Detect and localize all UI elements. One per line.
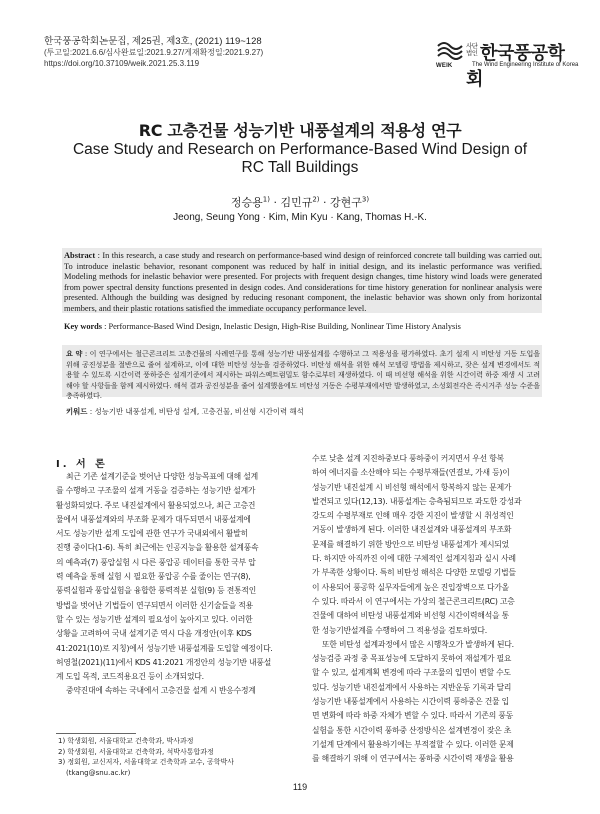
authors-en: Jeong, Seung Yong · Kim, Min Kyu · Kang, Thomas H.-K. (173, 212, 427, 223)
author-separator: · (319, 196, 331, 209)
body-line: 있다. 성능기반 내진설계에서 사용하는 지반운동 기록과 달리 (312, 682, 512, 692)
body-line: 수 있다. 따라서 이 연구에서는 가상의 철근콘크리트(RC) 고층 (312, 596, 515, 606)
body-line: 강도의 수평부재로 인해 매우 강한 지진이 발생할 시 취성적인 (312, 511, 514, 521)
body-line: 상황을 고려하여 국내 설계기준 역시 다음 개정안(이후 KDS (56, 629, 252, 639)
body-line: 서도 성능기반 설계 도입에 관한 연구가 국내외에서 활발히 (56, 529, 248, 539)
paper-title-en: Case Study and Research on Performance-Based Wind Design of RC Tall Buildings (72, 141, 528, 176)
body-column-right (312, 452, 544, 767)
summary-body: : 이 연구에서는 철근콘크리트 고층건물의 사례연구를 통해 성능기반 내풍설계를 수행하고 그 적용성을 평가하였다. 초기 설계 시 비탄성 거동 도입을 위해 공진성분을 절반으로 줄여 설계하고, 이에 대한 비탄성 성능을 검증하였다. 비탄성 해석을 위한 해석 모델링 방법을 제시하고, 잦은 설계 변경에서도 적용할 수 있도록 시간이력 풍하중은 설계기준에서 제시하는 파워스펙트럼밀도 함수로부터 재생하였다. 이 때 비선형 해석을 위한 시간이력 하중 재생 시 고려해야 할 사항들을 함께 제시하였다. 해석 결과 공진성분을 줄여 설계했음에도 비탄성 거동은 수평부재에서만 발생하였고, 소성회전각은 즉시거주 성능 수준을 충족하였다. (66, 349, 541, 401)
keywords-en-body: : Performance-Based Wind Design, Inelastic Design, High-Rise Building, Nonlinear Time History Analysis (104, 322, 461, 331)
section-heading-introduction: I. 서 론 (56, 459, 108, 470)
body-line: 건물에 대하여 비탄성 내풍설계와 비선형 시간이력해석을 통 (312, 611, 509, 621)
weik-logo-icon (436, 38, 464, 60)
body-line: 활성화되었다. 주로 내진설계에서 활용되었으나, 최근 고층건 (56, 500, 256, 510)
body-line: 할 수 있는 성능기반 설계의 필요성이 높아지고 있다. 이러한 (56, 614, 253, 624)
body-line: 진행 중이다(1-6). 특히 최근에는 인공지능을 활용한 설계풍속 (56, 543, 259, 553)
body-line: 중약진대에 속하는 국내에서 고층건물 설계 시 반응수정계 (66, 686, 256, 696)
author-separator: · (269, 196, 281, 209)
abstract-label: Abstract (64, 251, 96, 260)
body-line: 가 부족한 상황이다. 특히 비탄성 해석은 다양한 모델링 기법들 (312, 568, 516, 578)
keywords-ko-label: 키워드 (66, 407, 88, 416)
body-line: 허영철(2021)(11)에서 KDS 41:2021 개정안의 성능기반 내풍설 (56, 657, 272, 667)
body-line: 다. 하지만 아직까진 이에 대한 구체적인 설계지침과 실시 사례 (312, 554, 516, 564)
society-abbr: WEIK (436, 63, 453, 69)
author-3-affil: 3) (361, 195, 370, 204)
body-line: 이 사용되어 풍공학 실무자들에게 높은 진입장벽으로 다가올 (312, 582, 509, 592)
author-3: 강현구 (330, 196, 362, 209)
body-line: 한 성능기반설계를 수행하여 그 적용성을 검토하였다. (312, 625, 487, 635)
society-name-en: The Wind Engineering Institute of Korea (472, 62, 579, 68)
society-logo (436, 36, 579, 90)
keywords-ko-body: : 성능기반 내풍설계, 비탄성 설계, 고층건물, 비선형 시간이력 해석 (89, 407, 304, 416)
journal-header (44, 36, 263, 69)
body-line: 성능기반 내풍설계에서 사용하는 시간이력 풍하중은 건물 입 (312, 697, 509, 707)
body-line: 기설계 단계에서 활용하기에는 부적절할 수 있다. 이러한 문제 (312, 739, 514, 749)
footnote: 2) 학생회원, 서울대학교 건축학과, 석박사통합과정 (58, 747, 214, 756)
author-2: 김민규 (280, 196, 313, 209)
body-line: 수로 낮춘 설계 지진하중보다 풍하중이 커지면서 우선 항복 (312, 454, 504, 463)
body-line: 최근 기존 설계기준을 벗어난 다양한 성능목표에 대해 설계 (66, 472, 258, 481)
body-line: 문제를 해결하기 위한 방안으로 비탄성 내풍설계가 제시되었 (312, 539, 509, 549)
body-column-left (56, 470, 288, 699)
author-2-affil: 2) (312, 195, 320, 204)
body-line: 발견되고 있다(12,13). 내풍설계는 층측됨되므로 과도한 강성과 (312, 496, 522, 506)
abstract (64, 251, 542, 314)
keywords-en (64, 322, 542, 331)
author-1-affil: 1) (262, 195, 270, 204)
body-line: 물에서 내풍설계와의 부조화 문제가 대두되면서 내풍설계에 (56, 514, 251, 524)
society-name: 한국풍공학회 (466, 43, 565, 90)
submission-dates: (투고일:2021.6.6/심사완료일:2021.9.27/게재확정일:2021.9.27) (44, 48, 264, 57)
journal-citation: 한국풍공학회논문집, 제25권, 제3호, (2021) 119~128 (44, 36, 262, 47)
body-line: 거동이 발생하게 된다. 이러한 내진설계와 내풍설계의 부조화 (312, 525, 512, 535)
footnote: 3) 정회원, 교신저자, 서울대학교 건축학과 교수, 공학박사 (58, 758, 234, 766)
summary-ko (66, 349, 540, 402)
authors-ko (0, 194, 600, 210)
body-line: 면 변화에 따라 하중 자체가 변할 수 있다. 따라서 기존의 풍동 (312, 711, 514, 721)
body-line: 계 도입 목적, 코드적용요건 등이 소개되었다. (56, 672, 204, 682)
keywords-en-label: Key words (64, 322, 103, 331)
body-line: 성능검증 과정 중 목표성능에 도달하지 못하여 재설계가 필요 (312, 654, 512, 664)
paper-title-ko: RC 고층건물 성능기반 내풍설계의 적용성 연구 (138, 121, 462, 140)
body-line: 를 수행하고 구조물의 설계 거동을 검증하는 성능기반 설계가 (56, 486, 256, 496)
author-1: 정승용 (230, 196, 263, 209)
doi-link[interactable]: https://doi.org/10.37109/weik.2021.25.3.119 (44, 59, 200, 68)
body-line: 할 수 있고, 설계계획 변경에 따라 구조물의 입면이 변할 수도 (312, 668, 511, 678)
page-number: 119 (292, 782, 308, 792)
footnote-divider (56, 733, 136, 734)
body-line: 방법을 벗어난 기법들이 연구되면서 이러한 신기술들을 적용 (56, 600, 253, 610)
body-line: 하여 에너지를 소산해야 되는 수평부재들(연결보, 가새 등)이 (312, 468, 510, 478)
body-line: 또한 비탄성 설계과정에서 많은 시행착오가 발생하게 된다. (322, 639, 514, 649)
body-line: 41:2021(10)로 지칭)에서 성능기반 내풍설계를 도입할 예정이다. (56, 643, 273, 653)
abstract-body: : In this research, a case study and research on performance-based wind design of reinforced concrete tall building was carried out. To introduce inelastic behavior, resonant component was reduced by half in initial design, and its inelastic performance was verified. Modeling methods for inelastic behavior were presented. For projects with frequent design changes, time history wind loads were generated from power spectral density functions presented in design codes. And considerations for time history generation for nonlinear analysis were presented. Although the building was designed by reducing resonant component, the inelastic behavior was shown only from horizontal members, and their plastic rotations satisfied the immediate occupancy performance level. (64, 251, 543, 313)
footnote: 1) 학생회원, 서울대학교 건축학과, 박사과정 (58, 737, 194, 745)
footnotes (58, 736, 234, 778)
body-line: 력 예측을 통해 실험 시 필요한 풍압공 수를 줄이는 연구(8), (56, 572, 251, 582)
society-prefix: 사단법인 (466, 42, 478, 57)
body-line: 를 해결하기 위해 이 연구에서는 풍하중 시간이력 재생을 활용 (312, 754, 514, 764)
summary-label: 요 약 (66, 349, 83, 358)
footnote-email[interactable]: (tkang@snu.ac.kr) (66, 768, 131, 777)
body-line: 풍력실험과 풍압실험을 융합한 풍력적분 실험(9) 등 전통적인 (56, 586, 257, 596)
body-line: 성능기반 내진설계 시 비선형 해석에서 항복하지 않는 문제가 (312, 482, 512, 492)
body-line: 실험을 통한 시간이력 풍하중 산정방식은 설계변경이 잦은 초 (312, 725, 512, 735)
body-line: 의 예측과(7) 풍압실험 시 다른 풍압공 데이터를 통한 국부 압 (56, 557, 256, 567)
keywords-ko (66, 406, 540, 417)
